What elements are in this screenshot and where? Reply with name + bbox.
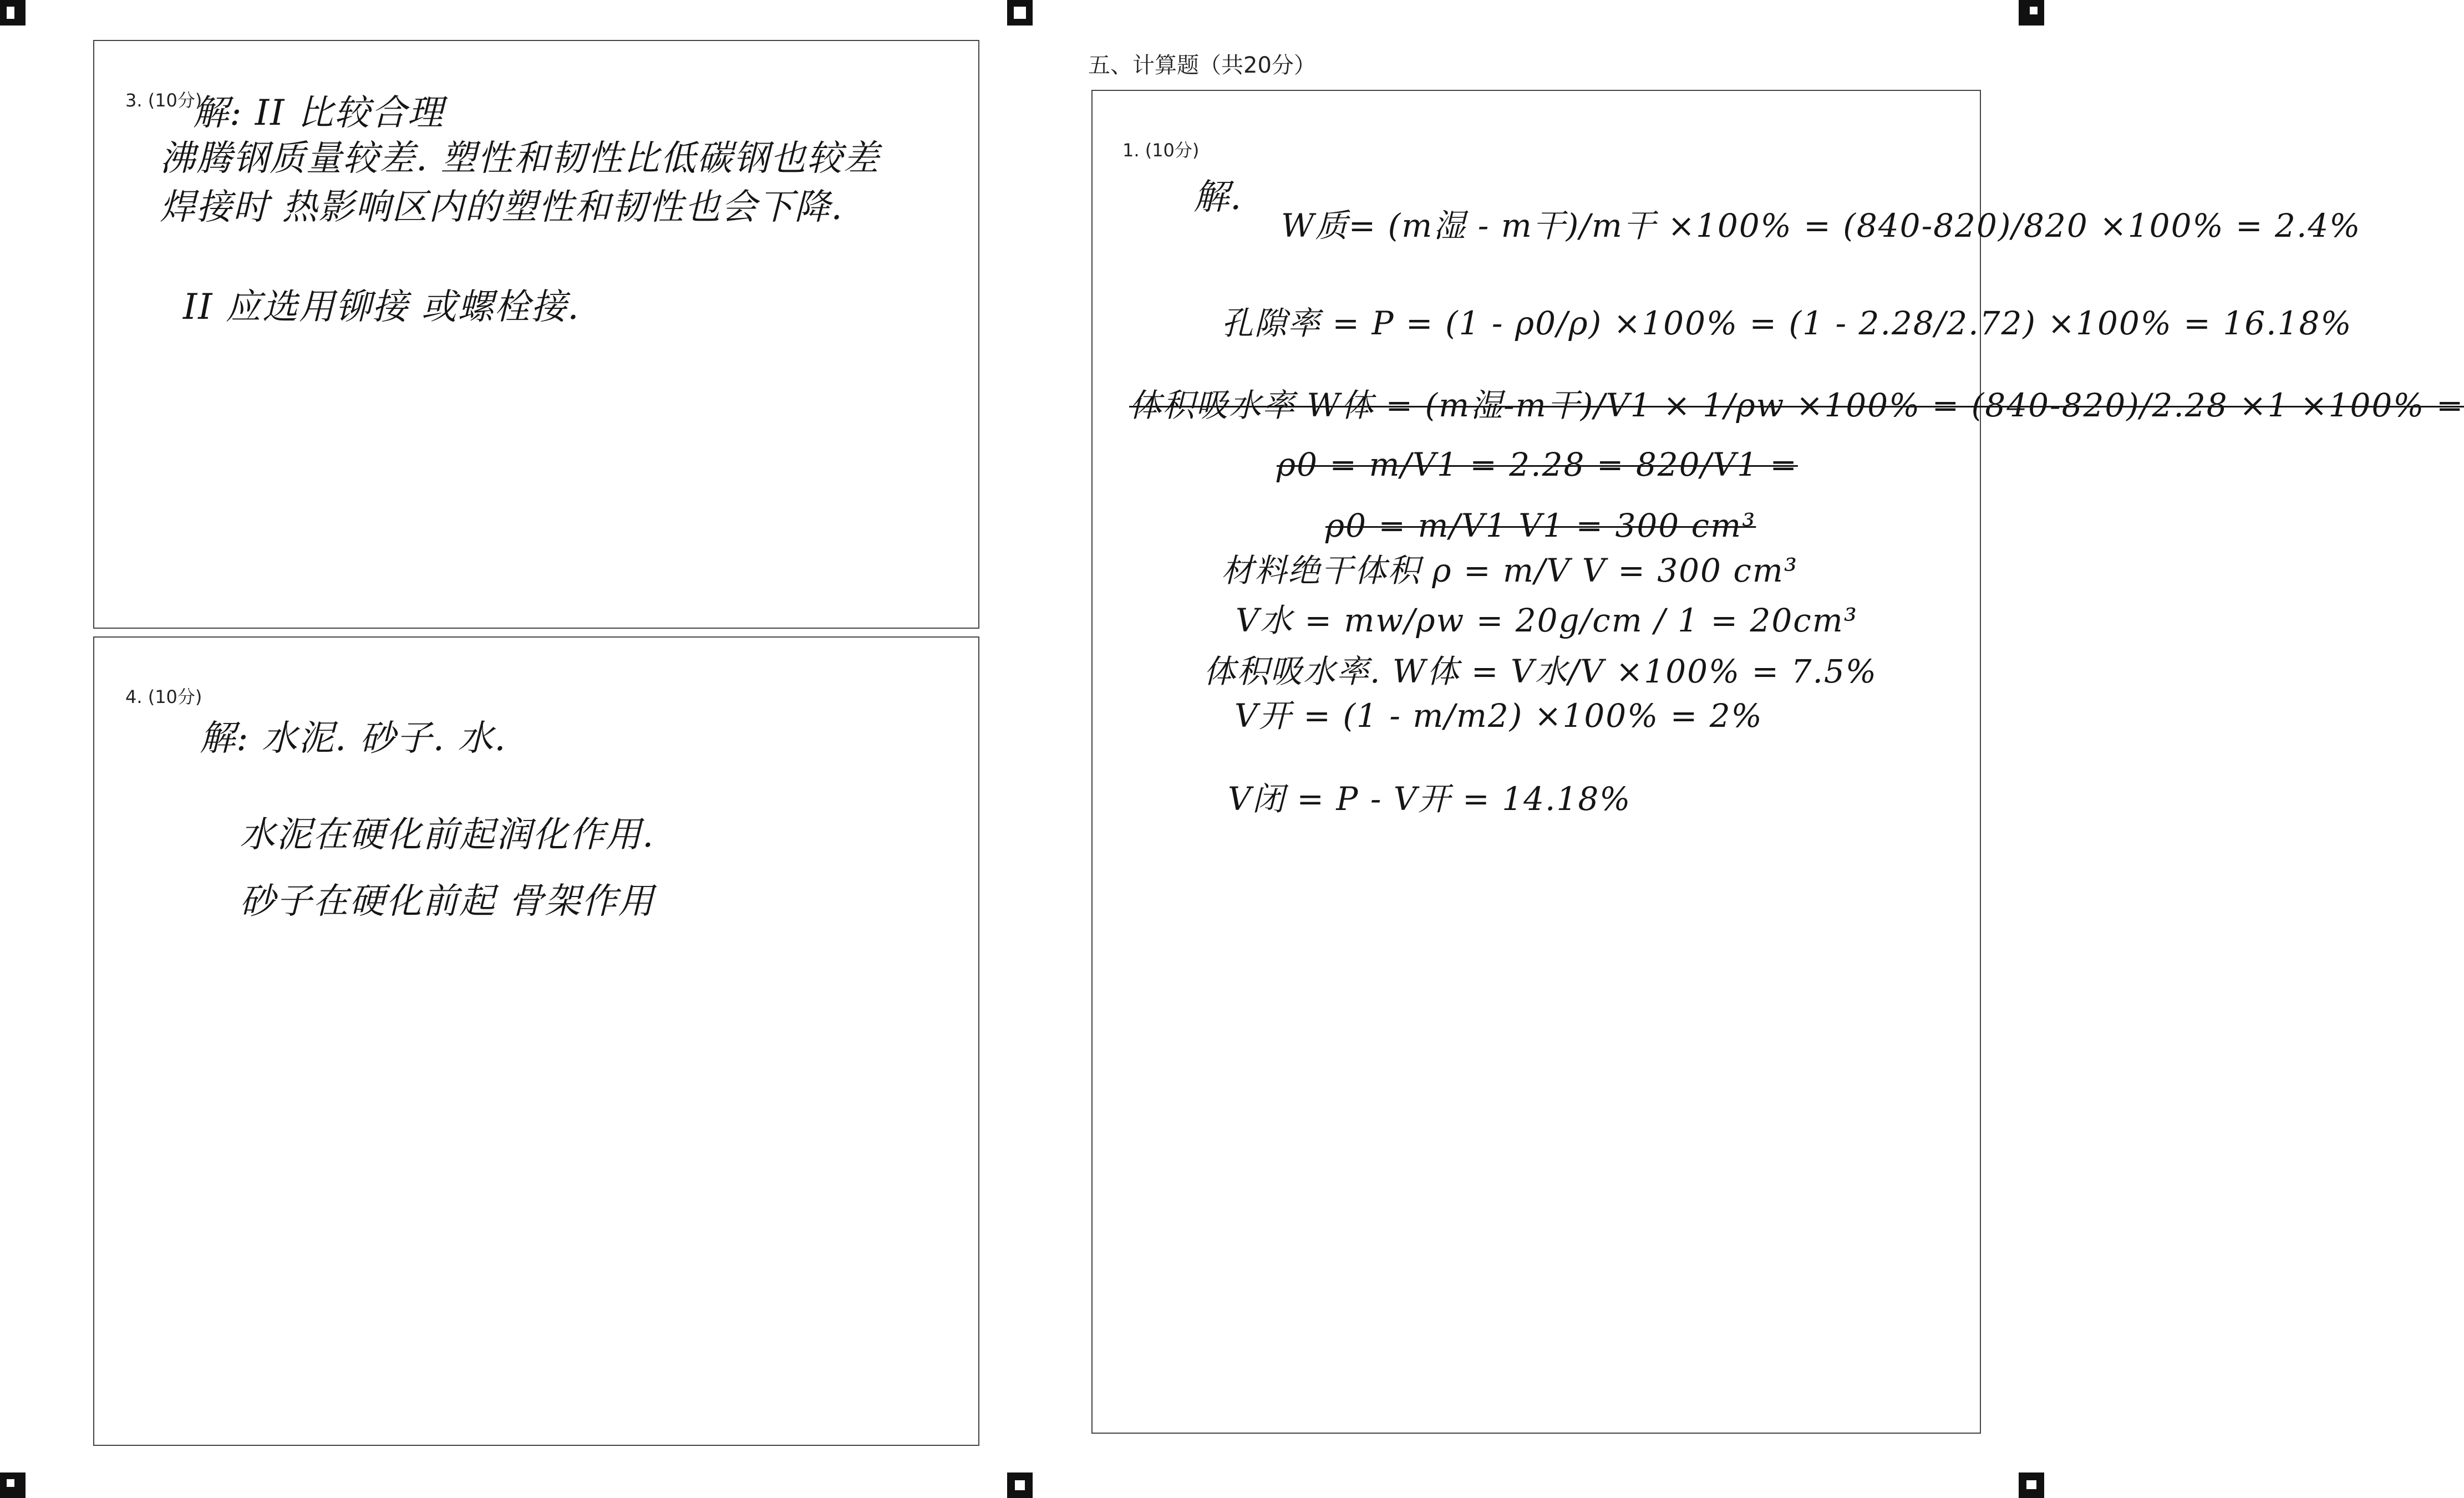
handwritten-line-struck: 体积吸水率 W体 = (m湿-m干)/V1 × 1/ρw ×100% = (840-820)/2.28 ×1 ×100% = bbox=[1129, 386, 2464, 424]
question-label: 3. (10分) bbox=[125, 90, 202, 111]
handwritten-line: 水泥在硬化前起润化作用. bbox=[240, 814, 655, 855]
question-label: 4. (10分) bbox=[125, 686, 202, 707]
answer-box-q4 bbox=[93, 636, 979, 1446]
handwritten-line: 材料绝干体积 ρ = m/V V = 300 cm³ bbox=[1221, 552, 1799, 589]
handwritten-line: V水 = mw/ρw = 20g/cm / 1 = 20cm³ bbox=[1236, 602, 1858, 639]
handwritten-line: 解: 水泥. 砂子. 水. bbox=[200, 718, 507, 759]
handwritten-line: V闭 = P - V开 = 14.18% bbox=[1228, 780, 1632, 818]
registration-marker-bottom-center bbox=[1007, 1472, 1033, 1498]
registration-marker-bottom-left bbox=[0, 1472, 26, 1498]
section-title: 五、计算题（共20分） bbox=[1088, 53, 1316, 78]
handwritten-line: W质= (m湿 - m干)/m干 ×100% = (840-820)/820 ×100% = 2.4% bbox=[1281, 207, 2361, 244]
handwritten-line: II 应选用铆接 或螺栓接. bbox=[183, 287, 580, 328]
handwritten-line: 解: II 比较合理 bbox=[193, 93, 444, 134]
answer-box-calc-q1 bbox=[1091, 90, 2464, 1434]
handwritten-line: 解. bbox=[1193, 177, 1243, 218]
handwritten-line: 体积吸水率. W体 = V水/V ×100% = 7.5% bbox=[1203, 653, 1877, 690]
registration-marker-top-left bbox=[0, 0, 26, 26]
answer-box-q3 bbox=[93, 40, 979, 629]
handwritten-line: 焊接时 热影响区内的塑性和韧性也会下降. bbox=[160, 187, 844, 228]
question-label: 1. (10分) bbox=[1122, 140, 1200, 161]
handwritten-line: V开 = (1 - m/m2) ×100% = 2% bbox=[1234, 697, 1763, 735]
registration-marker-bottom-right bbox=[2019, 1472, 2044, 1498]
registration-marker-top-right bbox=[2019, 0, 2044, 26]
handwritten-line-struck: ρ0 = m/V1 = 2.28 = 820/V1 = bbox=[1277, 446, 1798, 483]
handwritten-line-struck: ρ0 = m/V1 V1 = 300 cm³ bbox=[1325, 507, 1756, 544]
handwritten-line: 砂子在硬化前起 骨架作用 bbox=[240, 881, 655, 922]
registration-marker-top-center bbox=[1007, 0, 1033, 26]
handwritten-line: 孔隙率 = P = (1 - ρ0/ρ) ×100% = (1 - 2.28/2.72) ×100% = 16.18% bbox=[1221, 304, 2353, 342]
handwritten-line: 沸腾钢质量较差. 塑性和韧性比低碳钢也较差 bbox=[160, 138, 880, 179]
